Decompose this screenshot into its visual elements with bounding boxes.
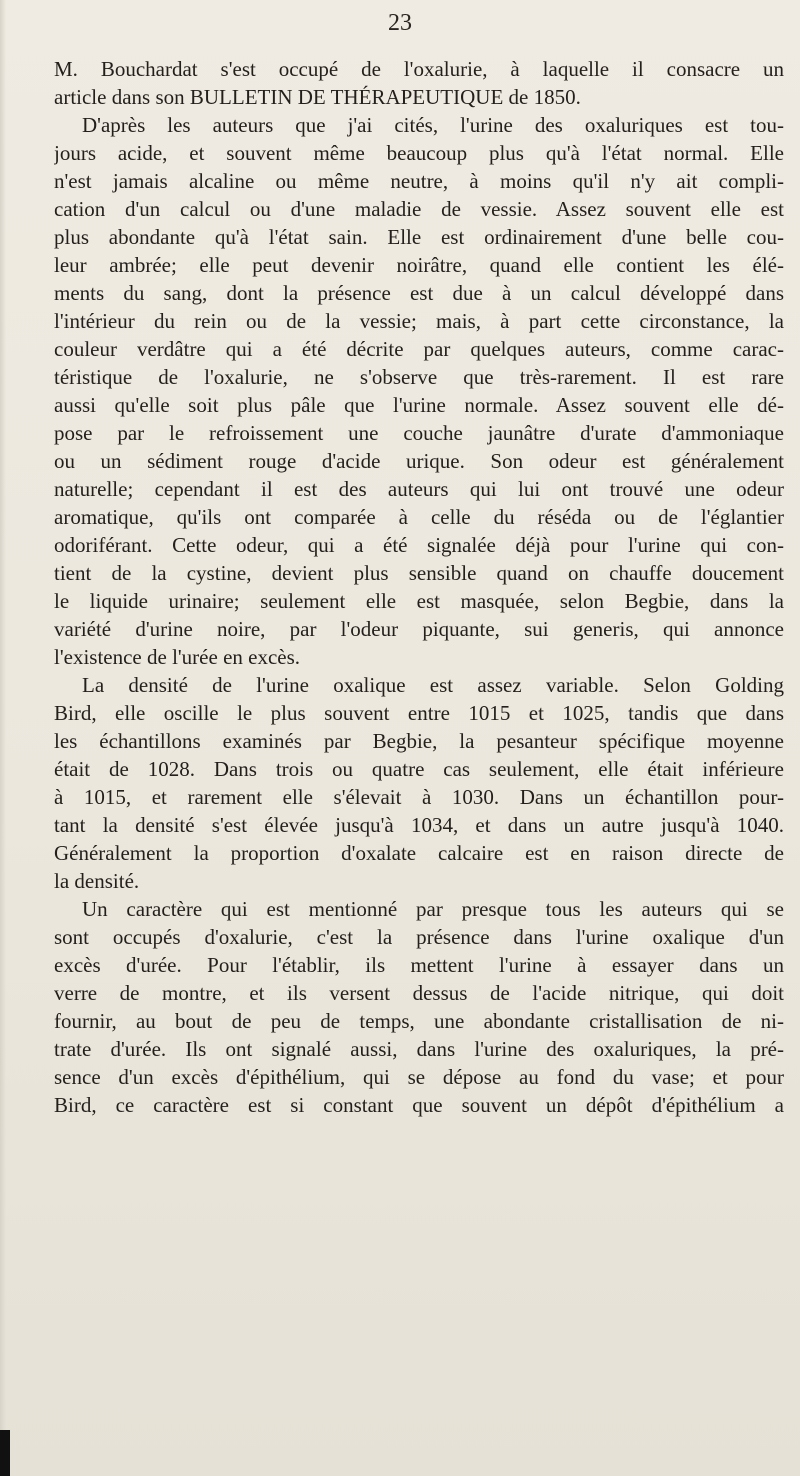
text-line: sence d'un excès d'épithélium, qui se dépose au fond du vase; et pour xyxy=(54,1065,784,1089)
text-line: les échantillons examinés par Begbie, la pesanteur spécifique moyenne xyxy=(54,729,784,753)
text-line: Bird, elle oscille le plus souvent entre 1015 et 1025, tandis que dans xyxy=(54,701,784,725)
text-line: tient de la cystine, devient plus sensible quand on chauffe doucement xyxy=(54,561,784,585)
text-line: Généralement la proportion d'oxalate calcaire est en raison directe de xyxy=(54,841,784,865)
text-line: n'est jamais alcaline ou même neutre, à moins qu'il n'y ait compli- xyxy=(54,169,784,193)
text-line: La densité de l'urine oxalique est assez variable. Selon Golding xyxy=(82,673,784,697)
text-line: ments du sang, dont la présence est due à un calcul développé dans xyxy=(54,281,784,305)
text-line: article dans son BULLETIN DE THÉRAPEUTIQUE de 1850. xyxy=(54,85,581,109)
text-line: D'après les auteurs que j'ai cités, l'urine des oxaluriques est tou- xyxy=(82,113,784,137)
text-line: Bird, ce caractère est si constant que souvent un dépôt d'épithélium a xyxy=(54,1093,784,1117)
text-line: pose par le refroissement une couche jaunâtre d'urate d'ammoniaque xyxy=(54,421,784,445)
scan-edge-mark xyxy=(0,1430,10,1476)
text-line: cation d'un calcul ou d'une maladie de vessie. Assez souvent elle est xyxy=(54,197,784,221)
text-line: Un caractère qui est mentionné par presque tous les auteurs qui se xyxy=(82,897,784,921)
text-line: naturelle; cependant il est des auteurs qui lui ont trouvé une odeur xyxy=(54,477,784,501)
text-line: leur ambrée; elle peut devenir noirâtre, quand elle contient les élé- xyxy=(54,253,784,277)
text-line: l'intérieur du rein ou de la vessie; mais, à part cette circonstance, la xyxy=(54,309,784,333)
text-line: jours acide, et souvent même beaucoup plus qu'à l'état normal. Elle xyxy=(54,141,784,165)
text-line: excès d'urée. Pour l'établir, ils mettent l'urine à essayer dans un xyxy=(54,953,784,977)
text-line: téristique de l'oxalurie, ne s'observe que très-rarement. Il est rare xyxy=(54,365,784,389)
text-line: la densité. xyxy=(54,869,140,893)
text-line: M. Bouchardat s'est occupé de l'oxalurie, à laquelle il consacre un xyxy=(54,57,784,81)
text-line: était de 1028. Dans trois ou quatre cas seulement, elle était inférieure xyxy=(54,757,784,781)
text-line: fournir, au bout de peu de temps, une abondante cristallisation de ni- xyxy=(54,1009,784,1033)
text-line: plus abondante qu'à l'état sain. Elle est ordinairement d'une belle cou- xyxy=(54,225,784,249)
body-text xyxy=(54,55,784,1119)
text-line: tant la densité s'est élevée jusqu'à 1034, et dans un autre jusqu'à 1040. xyxy=(54,813,784,837)
text-line: l'existence de l'urée en excès. xyxy=(54,645,301,669)
text-line: couleur verdâtre qui a été décrite par quelques auteurs, comme carac- xyxy=(54,337,784,361)
text-line: ou un sédiment rouge d'acide urique. Son odeur est généralement xyxy=(54,449,784,473)
text-line: trate d'urée. Ils ont signalé aussi, dans l'urine des oxaluriques, la pré- xyxy=(54,1037,784,1061)
text-line: aromatique, qu'ils ont comparée à celle du réséda ou de l'églantier xyxy=(54,505,784,529)
text-line: le liquide urinaire; seulement elle est masquée, selon Begbie, dans la xyxy=(54,589,784,613)
text-line: sont occupés d'oxalurie, c'est la présence dans l'urine oxalique d'un xyxy=(54,925,784,949)
text-line: à 1015, et rarement elle s'élevait à 1030. Dans un échantillon pour- xyxy=(54,785,784,809)
page-number: 23 xyxy=(388,10,412,36)
text-line: aussi qu'elle soit plus pâle que l'urine normale. Assez souvent elle dé- xyxy=(54,393,784,417)
page-edge-shadow xyxy=(0,0,6,1476)
text-line: odoriférant. Cette odeur, qui a été signalée déjà pour l'urine qui con- xyxy=(54,533,784,557)
text-line: verre de montre, et ils versent dessus de l'acide nitrique, qui doit xyxy=(54,981,784,1005)
text-line: variété d'urine noire, par l'odeur piquante, sui generis, qui annonce xyxy=(54,617,784,641)
